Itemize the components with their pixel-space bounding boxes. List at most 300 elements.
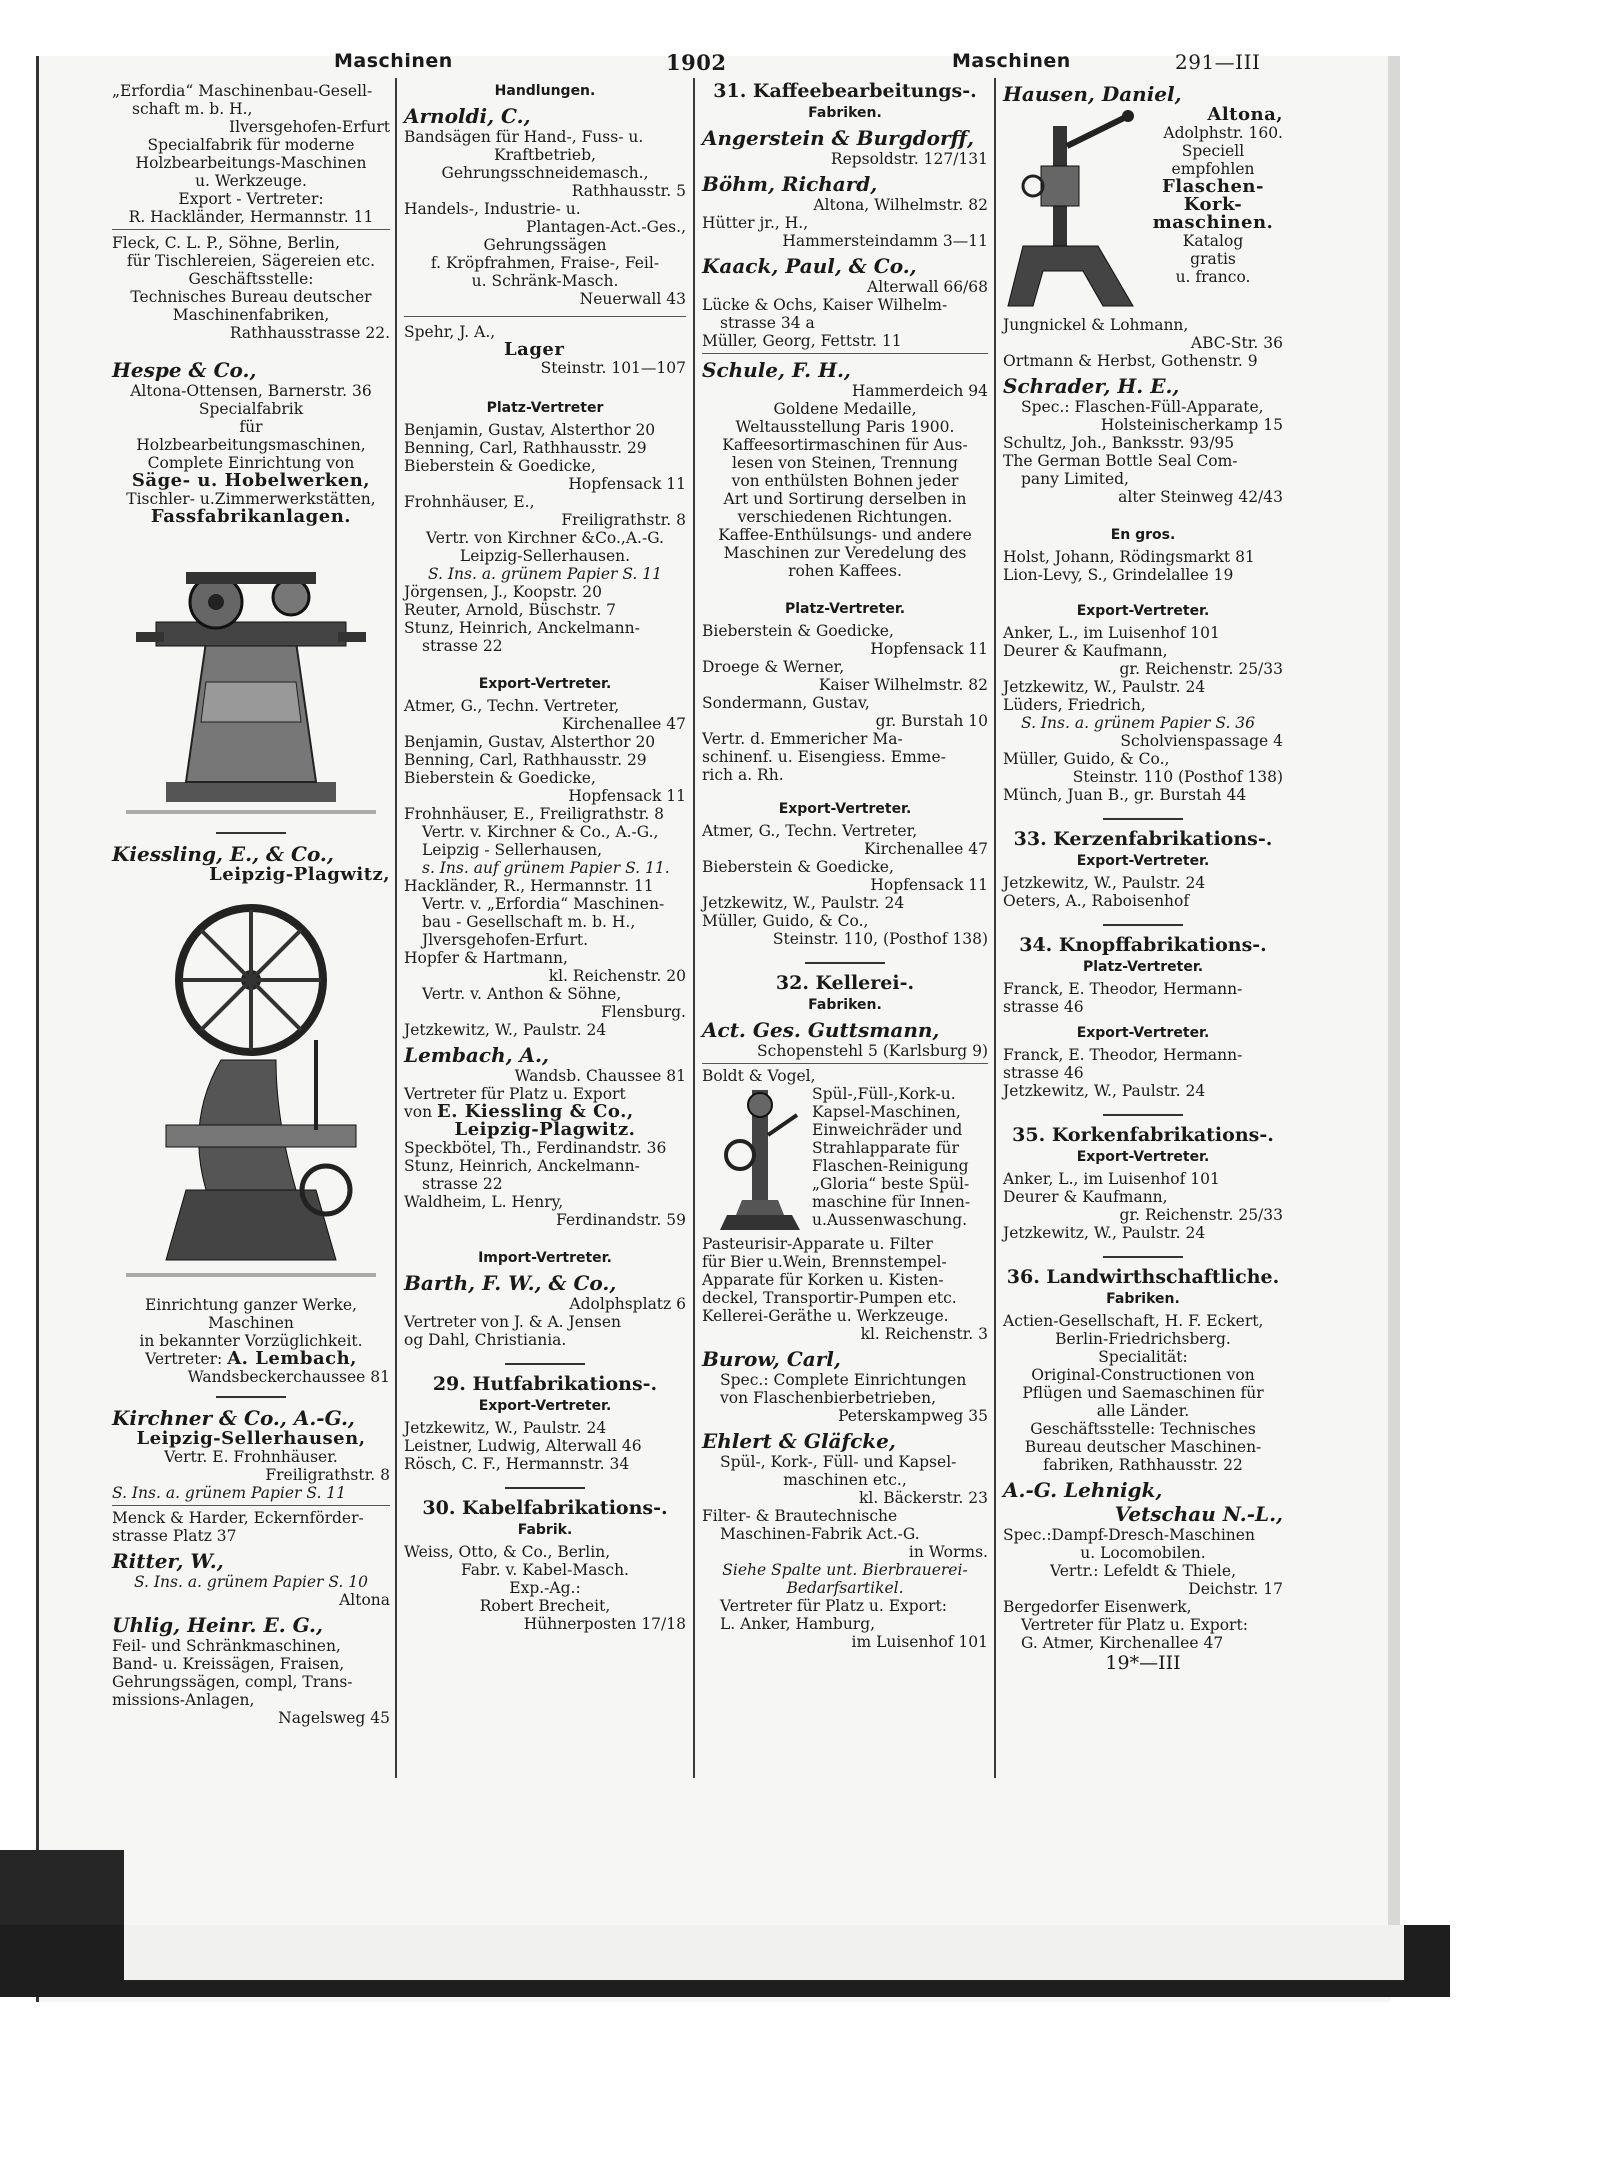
text-line: Maschinen: [208, 1314, 294, 1332]
text-line: Altona,: [1207, 104, 1283, 125]
text-line: Geschäftsstelle:: [188, 270, 314, 288]
text-line: S. Ins. a. grünem Papier S. 10: [133, 1573, 369, 1591]
text-line: Anker, L., im Luisenhof 101: [1003, 624, 1220, 642]
divider: [404, 316, 686, 317]
text-line: Schultz, Joh., Banksstr. 93/95: [1003, 434, 1235, 452]
text-line: Vertr. von Kirchner &Co.,A.-G.: [426, 529, 664, 547]
section-heading-31: 31. Kaffeebearbeitungs-.: [713, 80, 977, 102]
text-line: Jörgensen, J., Koopstr. 20: [404, 583, 603, 601]
firm-name-hausen: Hausen, Daniel,: [1003, 82, 1182, 106]
text-line: Menck & Harder, Eckernförder-: [112, 1509, 364, 1527]
text-line: Maschinen zur Veredelung des: [723, 544, 967, 562]
text-line: Speciell: [1181, 142, 1245, 160]
divider: [1103, 1114, 1183, 1116]
firm-city-kiessling: Leipzig-Plagwitz,: [209, 864, 390, 885]
text-line: Kirchenallee 47: [562, 715, 686, 733]
text-line: alter Steinweg 42/43: [1118, 488, 1283, 506]
section-label: Export-Vertreter.: [1076, 853, 1210, 869]
text-line: Apparate für Korken u. Kisten-: [702, 1271, 944, 1289]
text-line: R. Hackländer, Hermannstr. 11: [128, 208, 374, 226]
text-line: Hütter jr., H.,: [702, 214, 809, 232]
text-line: Spec.:Dampf-Dresch-Maschinen: [1003, 1526, 1255, 1544]
text-line: Deurer & Kaufmann,: [1003, 642, 1168, 660]
entry-hespe: [112, 382, 390, 526]
section-label: Export-Vertreter.: [478, 676, 612, 692]
text-line: maschine für Innen-: [812, 1193, 971, 1211]
text-line: Maschinenfabriken,: [172, 306, 330, 324]
text-line: Freiligrathstr. 8: [265, 1466, 390, 1484]
text-line: Kraftbetrieb,: [494, 146, 596, 164]
text-line: strasse 34 a: [720, 314, 815, 332]
text-line: Art und Sortirung derselben in: [723, 490, 967, 508]
section-heading-32: 32. Kellerei-.: [775, 972, 915, 994]
hausen-block: [1003, 106, 1283, 316]
bottle-washer-illustration: [712, 1085, 807, 1235]
text-line: Hopfensack 11: [568, 787, 686, 805]
text-line: Jetzkewitz, W., Paulstr. 24: [1003, 1224, 1206, 1242]
text-line: Bureau deutscher Maschinen-: [1024, 1438, 1262, 1456]
section-heading-35: 35. Korkenfabrikations-.: [1012, 1124, 1274, 1146]
text-line: Hopfer & Hartmann,: [404, 949, 568, 967]
firm-name-kaack: Kaack, Paul, & Co.,: [702, 254, 917, 278]
section-label: Fabrik.: [517, 1522, 573, 1538]
text-line: u. Locomobilen.: [1080, 1544, 1206, 1562]
firm-name-uhlig: Uhlig, Heinr. E. G.,: [112, 1613, 323, 1637]
text-line: strasse 22: [422, 637, 503, 655]
text-line: Lüders, Friedrich,: [1003, 696, 1146, 714]
text-line: gr. Reichenstr. 25/33: [1119, 1206, 1283, 1224]
column-4: [1003, 82, 1283, 1672]
firm-name-barth: Barth, F. W., & Co.,: [404, 1271, 617, 1295]
section-label: Platz-Vertreter.: [784, 601, 906, 617]
section-heading-29: 29. Hutfabrikations-.: [432, 1373, 658, 1395]
text-line: Vertr. E. Frohnhäuser.: [164, 1448, 338, 1466]
text-line: f. Kröpfrahmen, Fraise-, Feil-: [430, 254, 660, 272]
divider: [1103, 924, 1183, 926]
page-edge-right: [1388, 56, 1400, 1926]
text-line: bau - Gesellschaft m. b. H.,: [422, 913, 636, 931]
text-line: Vertr. v. „Erfordia“ Maschinen-: [422, 895, 665, 913]
section-label: Export-Vertreter.: [478, 1398, 612, 1414]
text-line: Kapsel-Maschinen,: [812, 1103, 961, 1121]
firm-name-kiessling: Kiessling, E., & Co.,: [112, 842, 334, 866]
firm-name-arnoldi: Arnoldi, C.,: [404, 104, 531, 128]
column-rule-1: [395, 78, 397, 1778]
text-line: Export - Vertreter:: [178, 190, 324, 208]
text-line: verschiedenen Richtungen.: [737, 508, 953, 526]
text-line: lesen von Steinen, Trennung: [732, 454, 958, 472]
firm-name-kirchner: Kirchner & Co., A.-G.,: [112, 1406, 355, 1430]
text-line: für Bier u.Wein, Brennstempel-: [702, 1253, 947, 1271]
text-line: Bieberstein & Goedicke,: [702, 622, 894, 640]
section-heading-33: 33. Kerzenfabrikations-.: [1013, 828, 1273, 850]
text-line: Original-Constructionen von: [1031, 1366, 1255, 1384]
text-line: Benning, Carl, Rathhausstr. 29: [404, 439, 647, 457]
cork-machine-illustration: [1003, 106, 1138, 316]
text-line: Geschäftsstelle: Technisches: [1030, 1420, 1256, 1438]
text-line: Kirchenallee 47: [864, 840, 988, 858]
text-line: Vertr.: Lefeldt & Thiele,: [1049, 1562, 1236, 1580]
text-line: Rösch, C. F., Hermannstr. 34: [404, 1455, 630, 1473]
text-line: Jetzkewitz, W., Paulstr. 24: [702, 894, 905, 912]
text-line: Plantagen-Act.-Ges.,: [525, 218, 686, 236]
text-line: G. Atmer, Kirchenallee 47: [1021, 1634, 1224, 1652]
text-line: Weltausstellung Paris 1900.: [735, 418, 955, 436]
text-line: Einweichräder und: [812, 1121, 963, 1139]
text-line: Spül-, Kork-, Füll- und Kapsel-: [720, 1453, 957, 1471]
text-line: Deurer & Kaufmann,: [1003, 1188, 1168, 1206]
divider: [505, 1363, 585, 1365]
text-line: gr. Reichenstr. 25/33: [1119, 660, 1283, 678]
text-line: Bieberstein & Goedicke,: [702, 858, 894, 876]
text-line: Boldt & Vogel,: [702, 1067, 816, 1085]
text-line: Leipzig-Plagwitz.: [454, 1119, 636, 1140]
header-left-title: Maschinen: [334, 50, 453, 72]
firm-name-burow: Burow, Carl,: [702, 1347, 841, 1371]
text-line: Altona-Ottensen, Barnerstr. 36: [130, 382, 372, 400]
text-line: Einrichtung ganzer Werke,: [145, 1296, 357, 1314]
text-line: im Luisenhof 101: [851, 1633, 988, 1651]
divider: [702, 1063, 988, 1064]
text-line: Specialfabrik: [198, 400, 304, 418]
text-line: Müller, Georg, Fettstr. 11: [702, 332, 902, 350]
text-line: Flaschen-Reinigung: [812, 1157, 969, 1175]
firm-name-lehnigk: A.-G. Lehnigk,: [1003, 1478, 1163, 1502]
column-1: [112, 82, 390, 1727]
text-line: Exp.-Ag.:: [509, 1579, 581, 1597]
text-line: Deichstr. 17: [1188, 1580, 1283, 1598]
column-2: [404, 82, 686, 1633]
firm-name-schule: Schule, F. H.,: [702, 358, 851, 382]
text-line: Müller, Guido, & Co.,: [702, 912, 869, 930]
text-line: Waldheim, L. Henry,: [404, 1193, 564, 1211]
text-line: Speckbötel, Th., Ferdinandstr. 36: [404, 1139, 667, 1157]
text-line: kl. Bäckerstr. 23: [859, 1489, 988, 1507]
text-line: Vertreter:: [145, 1350, 223, 1368]
section-heading-30: 30. Kabelfabrikations-.: [422, 1497, 668, 1519]
firm-name-hespe: Hespe & Co.,: [112, 358, 257, 382]
text-line: Band- u. Kreissägen, Fraisen,: [112, 1655, 345, 1673]
text-line: u. franco.: [1175, 268, 1251, 286]
section-label: Export-Vertreter.: [1076, 603, 1210, 619]
text-line: Weiss, Otto, & Co., Berlin,: [404, 1543, 611, 1561]
text-line: og Dahl, Christiania.: [404, 1331, 567, 1349]
text-line: A. Lembach,: [227, 1348, 357, 1369]
text-line: Spec.: Flaschen-Füll-Apparate,: [1021, 398, 1264, 416]
text-line: Oeters, A., Raboisenhof: [1003, 892, 1190, 910]
page-footer-number: 19*—III: [1105, 1652, 1181, 1674]
text-line: Müller, Guido, & Co.,: [1003, 750, 1170, 768]
divider: [1103, 1256, 1183, 1258]
text-line: Anker, L., im Luisenhof 101: [1003, 1170, 1220, 1188]
text-line: rohen Kaffees.: [788, 562, 902, 580]
divider: [112, 1505, 390, 1506]
text-line: gratis: [1190, 250, 1236, 268]
text-line: u. Schränk-Masch.: [471, 272, 619, 290]
text-line: in Worms.: [908, 1543, 988, 1561]
text-line: Holst, Johann, Rödingsmarkt 81: [1003, 548, 1255, 566]
planing-machine-illustration: [126, 532, 376, 822]
text-line: Kork-: [1183, 194, 1243, 215]
text-line: kl. Reichenstr. 20: [548, 967, 686, 985]
text-line: Gehrungssägen: [483, 236, 607, 254]
text-line: Spehr, J. A.,: [404, 323, 496, 341]
text-line: deckel, Transportir-Pumpen etc.: [702, 1289, 957, 1307]
divider: [216, 1396, 286, 1398]
column-rule-3: [994, 78, 996, 1778]
text-line: Altona, Wilhelmstr. 82: [813, 196, 988, 214]
text-line: Hühnerposten 17/18: [523, 1615, 686, 1633]
text-line: kl. Reichenstr. 3: [860, 1325, 988, 1343]
text-line: Holzbearbeitungs-Maschinen: [135, 154, 367, 172]
text-line: Neuerwall 43: [579, 290, 686, 308]
section-label: En gros.: [1110, 527, 1176, 543]
text-line: Benjamin, Gustav, Alsterthor 20: [404, 733, 656, 751]
text-line: ABC-Str. 36: [1190, 334, 1283, 352]
text-line: Sondermann, Gustav,: [702, 694, 870, 712]
section-label: Export-Vertreter.: [1076, 1025, 1210, 1041]
divider: [505, 1487, 585, 1489]
header-year: 1902: [666, 50, 727, 75]
text-line: Bedarfsartikel.: [786, 1579, 904, 1597]
text-line: Vertr. d. Emmericher Ma-: [702, 730, 903, 748]
text-line: von Flaschenbierbetrieben,: [720, 1389, 937, 1407]
divider: [805, 962, 885, 964]
text-line: Feil- und Schränkmaschinen,: [112, 1637, 341, 1655]
text-line: Vertr. v. Kirchner & Co., A.-G.,: [422, 823, 659, 841]
text-line: Bergedorfer Eisenwerk,: [1003, 1598, 1192, 1616]
text-line: Gehrungsschneidemasch.,: [441, 164, 649, 182]
text-line: Jungnickel & Lohmann,: [1003, 316, 1189, 334]
text-line: Siehe Spalte unt. Bierbrauerei-: [722, 1561, 968, 1579]
text-line: Steinstr. 101—107: [540, 359, 686, 377]
section-heading-36: 36. Landwirthschaftliche.: [1006, 1266, 1280, 1288]
text-line: Kaffee-Enthülsungs- und andere: [718, 526, 972, 544]
text-line: Fassfabrikanlagen.: [150, 506, 352, 527]
section-label: Fabriken.: [808, 105, 882, 121]
header-page-number: 291—III: [1175, 50, 1261, 74]
text-line: Nagelsweg 45: [278, 1709, 390, 1727]
text-line: Reuter, Arnold, Büschstr. 7: [404, 601, 617, 619]
text-line: Jetzkewitz, W., Paulstr. 24: [1003, 1082, 1206, 1100]
divider: [702, 353, 988, 354]
text-line: Actien-Gesellschaft, H. F. Eckert,: [1003, 1312, 1264, 1330]
text-line: für Tischlereien, Sägereien etc.: [126, 252, 376, 270]
text-line: Rathhausstrasse 22.: [229, 324, 390, 342]
text-line: S. Ins. a. grünem Papier S. 11: [112, 1484, 347, 1502]
text-line: Hammerdeich 94: [851, 382, 988, 400]
text-line: schinenf. u. Eisengiess. Emme-: [702, 748, 946, 766]
text-line: Stunz, Heinrich, Anckelmann-: [404, 1157, 640, 1175]
text-line: Pflügen und Saemaschinen für: [1022, 1384, 1264, 1402]
text-line: Benning, Carl, Rathhausstr. 29: [404, 751, 647, 769]
text-line: S. Ins. a. grünem Papier S. 11: [427, 565, 663, 583]
text-line: Katalog: [1182, 232, 1244, 250]
text-line: Gehrungssägen, compl, Trans-: [112, 1673, 353, 1691]
text-line: Droege & Werner,: [702, 658, 845, 676]
firm-name-schrader: Schrader, H. E.,: [1003, 374, 1180, 398]
text-line: Fabr. v. Kabel-Masch.: [461, 1561, 629, 1579]
divider: [1103, 818, 1183, 820]
text-line: Goldene Medaille,: [773, 400, 917, 418]
text-line: Hopfensack 11: [870, 876, 988, 894]
firm-name-bohm: Böhm, Richard,: [702, 172, 878, 196]
text-line: empfohlen: [1171, 160, 1255, 178]
text-line: Jlversgehofen-Erfurt.: [422, 931, 589, 949]
text-line: gr. Burstah 10: [875, 712, 988, 730]
section-label: Export-Vertreter.: [778, 801, 912, 817]
text-line: Jetzkewitz, W., Paulstr. 24: [404, 1419, 607, 1437]
section-label: Fabriken.: [808, 997, 882, 1013]
text-line: Scholvienspassage 4: [1120, 732, 1283, 750]
text-line: Spec.: Complete Einrichtungen: [720, 1371, 967, 1389]
firm-name-guttsmann: Act. Ges. Guttsmann,: [702, 1018, 940, 1042]
text-line: Bieberstein & Goedicke,: [404, 457, 596, 475]
header-right-title: Maschinen: [952, 50, 1071, 72]
text-line: Flensburg.: [601, 1003, 686, 1021]
text-line: strasse Platz 37: [112, 1527, 237, 1545]
text-line: in bekannter Vorzüglichkeit.: [139, 1332, 363, 1350]
text-line: Vertreter von J. & A. Jensen: [404, 1313, 622, 1331]
text-line: Leistner, Ludwig, Alterwall 46: [404, 1437, 642, 1455]
text-line: Ferdinandstr. 59: [556, 1211, 686, 1229]
text-line: Repsoldstr. 127/131: [830, 150, 988, 168]
text-line: maschinen etc.,: [783, 1471, 907, 1489]
text-line: alle Länder.: [1096, 1402, 1190, 1420]
text-line: Atmer, G., Techn. Vertreter,: [702, 822, 918, 840]
text-line: Pasteurisir-Apparate u. Filter: [702, 1235, 933, 1253]
text-line: „Erfordia“ Maschinenbau-Gesell-: [112, 82, 373, 100]
text-line: Fleck, C. L. P., Söhne, Berlin,: [112, 234, 340, 252]
text-line: E. Kiessling & Co.,: [437, 1101, 634, 1122]
text-line: Bandsägen für Hand-, Fuss- u.: [404, 128, 644, 146]
text-line: strasse 22: [422, 1175, 503, 1193]
firm-name-lembach: Lembach, A.,: [404, 1043, 549, 1067]
text-line: Adolphsplatz 6: [569, 1295, 686, 1313]
text-line: Alterwall 66/68: [867, 278, 988, 296]
text-line: strasse 46: [1003, 998, 1084, 1016]
text-line: Wandsb. Chaussee 81: [514, 1067, 686, 1085]
text-line: Bieberstein & Goedicke,: [404, 769, 596, 787]
text-line: Lager: [504, 339, 565, 360]
text-line: Robert Brecheit,: [479, 1597, 611, 1615]
text-line: Leipzig - Sellerhausen,: [422, 841, 603, 859]
text-line: Vertr. v. Anthon & Söhne,: [422, 985, 622, 1003]
text-line: Hopfensack 11: [568, 475, 686, 493]
text-line: Adolphstr. 160.: [1163, 124, 1283, 142]
firm-name-angerstein: Angerstein & Burgdorff,: [702, 126, 974, 150]
text-line: pany Limited,: [1021, 470, 1129, 488]
text-line: Vertreter für Platz u. Export: [404, 1085, 626, 1103]
section-label: Import-Vertreter.: [478, 1250, 612, 1266]
text-line: Jetzkewitz, W., Paulstr. 24: [1003, 678, 1206, 696]
text-line: Complete Einrichtung von: [147, 454, 355, 472]
text-line: schaft m. b. H.,: [132, 100, 253, 118]
text-line: Schopenstehl 5 (Karlsburg 9): [757, 1042, 988, 1060]
text-line: Frohnhäuser, E.,: [404, 493, 535, 511]
text-line: Vertreter für Platz u. Export:: [1021, 1616, 1248, 1634]
text-line: Technisches Bureau deutscher: [130, 288, 372, 306]
text-line: u.Aussenwaschung.: [812, 1211, 968, 1229]
text-line: von enthülsten Bohnen jeder: [731, 472, 959, 490]
text-line: Holzbearbeitungsmaschinen,: [136, 436, 366, 454]
text-line: Stunz, Heinrich, Anckelmann-: [404, 619, 640, 637]
divider: [112, 229, 390, 230]
text-line: Steinstr. 110 (Posthof 138): [1072, 768, 1283, 786]
text-line: Peterskampweg 35: [838, 1407, 988, 1425]
section-label: Export-Vertreter.: [1076, 1149, 1210, 1165]
text-line: Lücke & Ochs, Kaiser Wilhelm-: [702, 296, 948, 314]
text-line: Altona: [339, 1591, 390, 1609]
text-line: Holsteinischerkamp 15: [1100, 416, 1283, 434]
text-line: Kellerei-Geräthe u. Werkzeuge.: [702, 1307, 949, 1325]
band-saw-illustration: [126, 890, 376, 1290]
next-page-strip: [124, 1925, 1404, 1982]
text-line: Berlin-Friedrichsberg.: [1055, 1330, 1231, 1348]
text-line: Hackländer, R., Hermannstr. 11: [404, 877, 654, 895]
text-line: Rathhausstr. 5: [571, 182, 686, 200]
text-line: Säge- u. Hobelwerken,: [131, 470, 371, 491]
section-label: Handlungen.: [494, 83, 596, 99]
firm-city-kirchner: Leipzig-Sellerhausen,: [136, 1428, 366, 1449]
text-line: Tischler- u.Zimmerwerkstätten,: [126, 490, 376, 508]
text-line: Lion-Levy, S., Grindelallee 19: [1003, 566, 1234, 584]
text-line: Freiligrathstr. 8: [561, 511, 686, 529]
text-line: Vertreter für Platz u. Export:: [720, 1597, 947, 1615]
text-line: Ilversgehofen-Erfurt: [229, 118, 390, 136]
text-line: Handels-, Industrie- u.: [404, 200, 581, 218]
text-line: Spül-,Füll-,Kork-u.: [812, 1085, 956, 1103]
text-line: The German Bottle Seal Com-: [1003, 452, 1238, 470]
text-line: Specialfabrik für moderne: [147, 136, 355, 154]
text-line: Leipzig-Sellerhausen.: [459, 547, 631, 565]
text-line: Hopfensack 11: [870, 640, 988, 658]
section-label: Platz-Vertreter.: [1082, 959, 1204, 975]
text-line: Jetzkewitz, W., Paulstr. 24: [404, 1021, 607, 1039]
section-label: Fabriken.: [1106, 1291, 1180, 1307]
text-line: Specialität:: [1098, 1348, 1188, 1366]
text-line: Atmer, G., Techn. Vertreter,: [404, 697, 620, 715]
boldt-block: [702, 1085, 988, 1235]
text-line: Flaschen-: [1162, 176, 1264, 197]
text-line: Jetzkewitz, W., Paulstr. 24: [1003, 874, 1206, 892]
text-line: Münch, Juan B., gr. Burstah 44: [1003, 786, 1247, 804]
column-3: [702, 82, 988, 1651]
divider: [216, 832, 286, 834]
text-line: Frohnhäuser, E., Freiligrathstr. 8: [404, 805, 665, 823]
firm-city-lehnigk: Vetschau N.-L.,: [1114, 1502, 1283, 1526]
text-line: strasse 46: [1003, 1064, 1084, 1082]
column-rule-2: [693, 78, 695, 1778]
text-line: Kaiser Wilhelmstr. 82: [818, 676, 988, 694]
text-line: Benjamin, Gustav, Alsterthor 20: [404, 421, 656, 439]
text-line: Kaffeesortirmaschinen für Aus-: [722, 436, 968, 454]
text-line: rich a. Rh.: [702, 766, 784, 784]
text-line: fabriken, Rathhausstr. 22: [1043, 1456, 1243, 1474]
text-line: L. Anker, Hamburg,: [720, 1615, 876, 1633]
text-line: S. Ins. a. grünem Papier S. 36: [1021, 714, 1256, 732]
text-line: missions-Anlagen,: [112, 1691, 255, 1709]
text-line: Strahlapparate für: [812, 1139, 959, 1157]
firm-name-ritter: Ritter, W.,: [112, 1549, 224, 1573]
text-line: Steinstr. 110, (Posthof 138): [772, 930, 988, 948]
text-line: maschinen.: [1152, 212, 1274, 233]
entry-fleck: [112, 234, 390, 342]
text-line: Hammersteindamm 3—11: [782, 232, 988, 250]
entry-erfordia: [112, 82, 390, 226]
text-line: Franck, E. Theodor, Hermann-: [1003, 1046, 1243, 1064]
text-line: Maschinen-Fabrik Act.-G.: [720, 1525, 920, 1543]
